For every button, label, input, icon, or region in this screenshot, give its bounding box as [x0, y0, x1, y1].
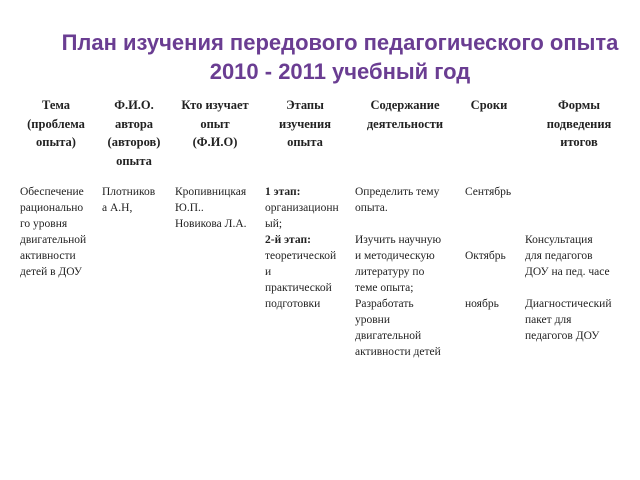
header-theme: Тема (проблема опыта) — [27, 98, 85, 149]
stage-2-label: 2-й этап: — [265, 234, 311, 246]
cell-content-1: Определить тему опыта. — [355, 186, 440, 214]
header-terms: Сроки — [470, 98, 508, 112]
cell-stage-1: 1 этап: организационн ый; — [265, 186, 339, 230]
header-author: Ф.И.О. автора (авторов) опыта — [107, 98, 161, 168]
cell-form-1: Консультация для педагогов ДОУ на пед. часе — [525, 234, 610, 278]
cell-form-2: Диагностический пакет для педагогов ДОУ — [525, 298, 612, 342]
cell-term-3: ноябрь — [465, 298, 499, 310]
cell-term-2: Октябрь — [465, 250, 506, 262]
cell-term-1: Сентябрь — [465, 186, 512, 198]
stage-1-label: 1 этап: — [265, 186, 301, 198]
header-stages: Этапы изучения опыта — [279, 98, 331, 149]
cell-stage-2: 2-й этап: теоретической и практической подготовки — [265, 234, 337, 310]
title-line-1: План изучения передового педагогического опыта — [61, 30, 619, 55]
cell-content-3: Разработать уровни двигательной активности детей — [355, 298, 441, 358]
header-forms: Формы подведения итогов — [546, 98, 612, 149]
cell-author: Плотников а А.Н, — [102, 186, 156, 214]
cell-content-2: Изучить научную и методическую литературу по теме опыта; — [355, 234, 442, 294]
cell-studier: Кропивницкая Ю.П.. Новикова Л.А. — [175, 186, 247, 230]
header-studier: Кто изучает опыт (Ф.И.О) — [181, 98, 249, 149]
title-line-2: 2010 - 2011 учебный год — [209, 59, 471, 84]
header-content: Содержание деятельности — [366, 98, 444, 131]
cell-theme: Обеспечение рациональнo го уровня двигательной активности детей в ДОУ — [20, 186, 87, 278]
page-title — [40, 28, 640, 86]
